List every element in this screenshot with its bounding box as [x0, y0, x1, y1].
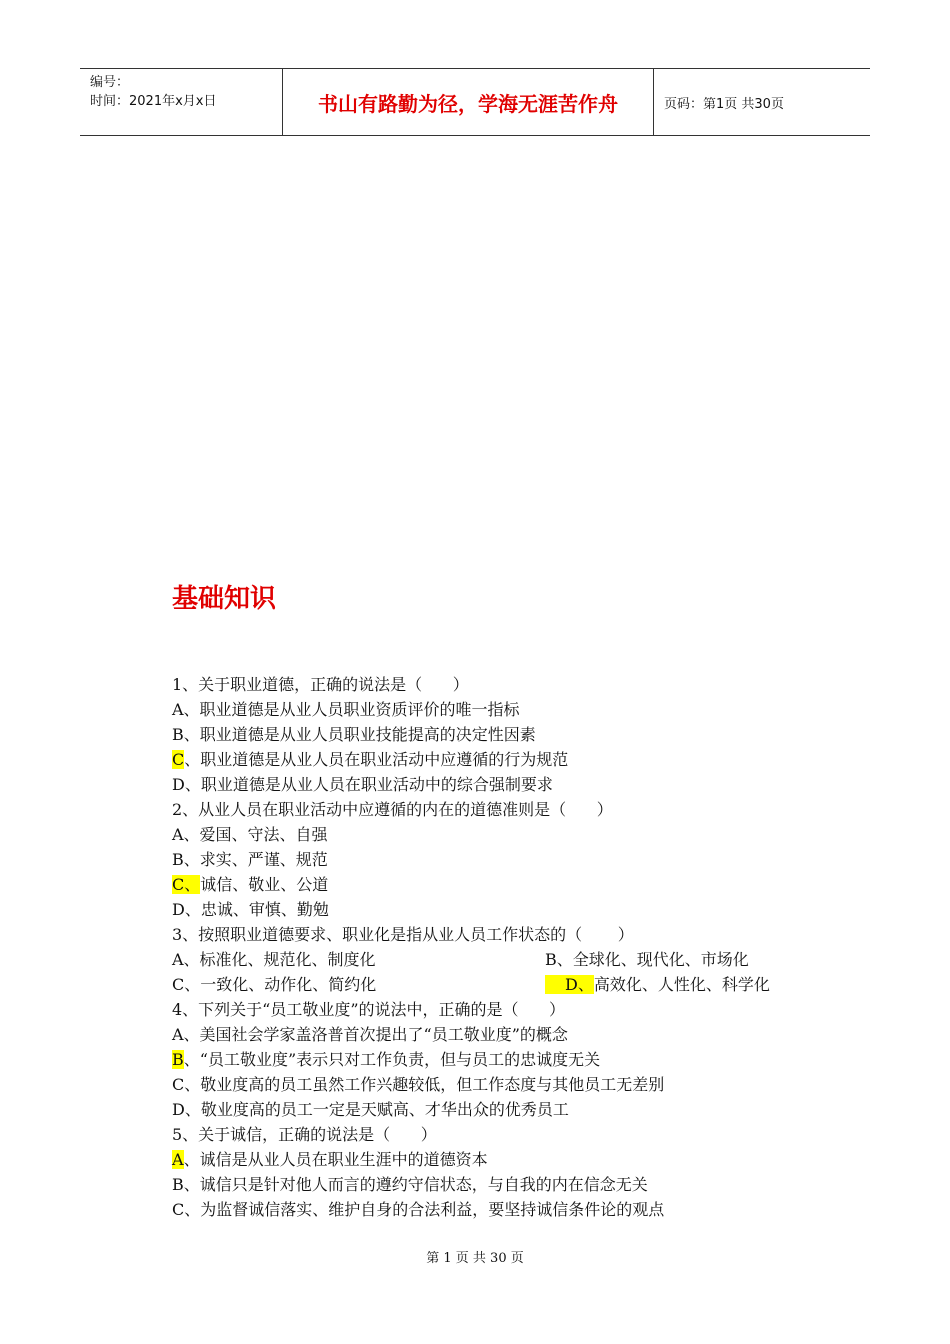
option-4b — [172, 1047, 812, 1072]
option-2b: B、求实、严谨、规范 — [172, 850, 328, 869]
answer-highlight: D、 — [545, 975, 594, 994]
question-4: 4、下列关于“员工敬业度”的说法中，正确的是（ ） — [172, 1000, 566, 1019]
question-3: 3、按照职业道德要求、职业化是指从业人员工作状态的（ ） — [172, 925, 634, 944]
answer-highlight: A — [172, 1150, 184, 1169]
page-footer: 第 1 页 共 30 页 — [426, 1251, 524, 1266]
option-3b: B、全球化、现代化、市场化 — [545, 950, 749, 969]
option-2d: D、忠诚、审慎、勤勉 — [172, 900, 329, 919]
answer-highlight: B — [172, 1050, 184, 1069]
option-3a: A、标准化、规范化、制度化 — [172, 950, 376, 969]
option-5b: B、诚信只是针对他人而言的遵约守信状态，与自我的内在信念无关 — [172, 1175, 648, 1194]
option-4d: D、敬业度高的员工一定是天赋高、才华出众的优秀员工 — [172, 1100, 569, 1119]
option-5c: C、为监督诚信落实、维护自身的合法利益，要坚持诚信条件论的观点 — [172, 1200, 665, 1219]
option-1c — [172, 747, 812, 772]
question-2: 2、从业人员在职业活动中应遵循的内在的道德准则是（ ） — [172, 800, 613, 819]
header-motto: 书山有路勤为径，学海无涯苦作舟 — [282, 69, 654, 135]
answer-highlight: C、 — [172, 875, 201, 894]
section-heading: 基础知识 — [172, 584, 277, 614]
date-label: 时间：2021年x月x日 — [90, 94, 217, 109]
option-text: 诚信、敬业、公道 — [200, 875, 329, 894]
page-header — [80, 68, 870, 136]
option-5a — [172, 1147, 812, 1172]
option-4c: C、敬业度高的员工虽然工作兴趣较低，但工作态度与其他员工无差别 — [172, 1075, 665, 1094]
option-1b: B、职业道德是从业人员职业技能提高的决定性因素 — [172, 725, 536, 744]
option-1a: A、职业道德是从业人员职业资质评价的唯一指标 — [172, 700, 520, 719]
option-2a: A、爱国、守法、自强 — [172, 825, 328, 844]
options-3cd — [172, 972, 812, 997]
question-1: 1、关于职业道德，正确的说法是（ ） — [172, 675, 469, 694]
option-3c: C、一致化、动作化、简约化 — [172, 975, 377, 994]
option-1d: D、职业道德是从业人员在职业活动中的综合强制要求 — [172, 775, 553, 794]
header-meta — [80, 69, 282, 135]
question-list — [172, 672, 812, 1222]
option-3d — [545, 972, 770, 997]
options-3ab — [172, 947, 812, 972]
option-text: 、职业道德是从业人员在职业活动中应遵循的行为规范 — [184, 750, 569, 769]
answer-highlight: C — [172, 750, 185, 769]
header-page-info: 页码：第1页 共30页 — [664, 96, 784, 112]
option-text: 、“员工敬业度”表示只对工作负责，但与员工的忠诚度无关 — [183, 1050, 601, 1069]
option-4a: A、美国社会学家盖洛普首次提出了“员工敬业度”的概念 — [172, 1025, 568, 1044]
option-text: 高效化、人性化、科学化 — [593, 975, 770, 994]
question-5: 5、关于诚信，正确的说法是（ ） — [172, 1125, 437, 1144]
option-text: 、诚信是从业人员在职业生涯中的道德资本 — [183, 1150, 488, 1169]
option-2c — [172, 872, 812, 897]
number-label: 编号： — [90, 75, 130, 90]
